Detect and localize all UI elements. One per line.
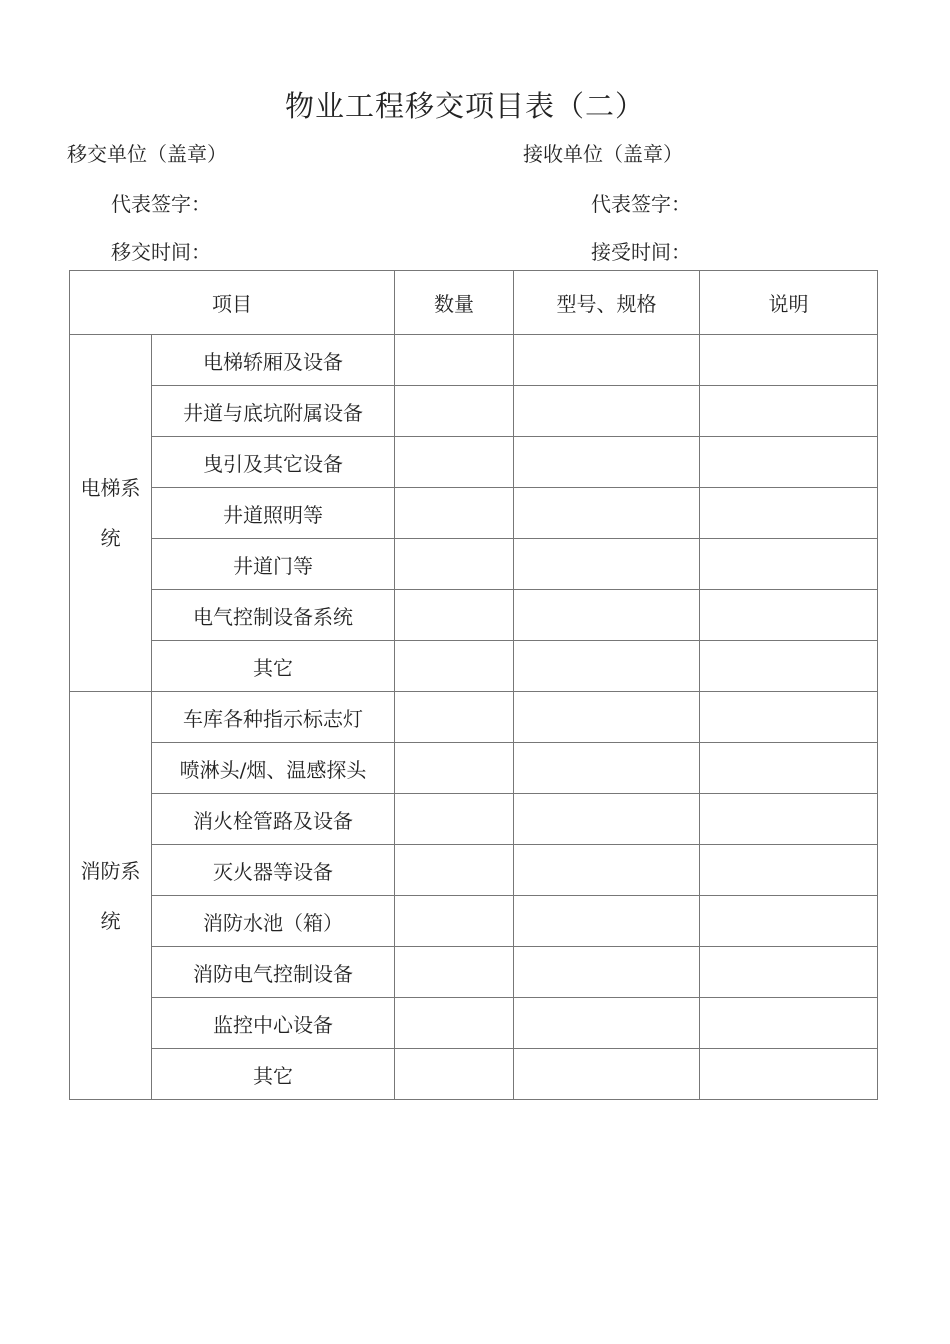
item-name-cell: 监控中心设备 xyxy=(152,998,395,1049)
table-row xyxy=(70,641,878,692)
item-name-cell: 灭火器等设备 xyxy=(152,845,395,896)
model-spec-cell xyxy=(514,692,700,743)
model-spec-cell xyxy=(514,437,700,488)
system-group-label-line1: 消防系 xyxy=(80,858,141,883)
item-name-cell: 消防电气控制设备 xyxy=(152,947,395,998)
item-name-cell: 电梯轿厢及设备 xyxy=(152,335,395,386)
item-name-cell: 曳引及其它设备 xyxy=(152,437,395,488)
item-name-cell: 井道照明等 xyxy=(152,488,395,539)
quantity-cell xyxy=(395,539,514,590)
model-spec-cell xyxy=(514,386,700,437)
remarks-cell xyxy=(700,947,878,998)
remarks-cell xyxy=(700,1049,878,1100)
quantity-cell xyxy=(395,794,514,845)
model-spec-cell xyxy=(514,998,700,1049)
item-name-cell: 其它 xyxy=(152,1049,395,1100)
handover-unit-label: 移交单位（盖章） xyxy=(67,142,227,166)
remarks-cell xyxy=(700,794,878,845)
model-spec-cell xyxy=(514,590,700,641)
remarks-cell xyxy=(700,335,878,386)
quantity-cell xyxy=(395,896,514,947)
table-row xyxy=(70,896,878,947)
remarks-cell xyxy=(700,641,878,692)
model-spec-cell xyxy=(514,641,700,692)
remarks-cell xyxy=(700,896,878,947)
item-name-cell: 消火栓管路及设备 xyxy=(152,794,395,845)
model-spec-cell xyxy=(514,335,700,386)
model-spec-cell xyxy=(514,488,700,539)
table-row xyxy=(70,488,878,539)
remarks-cell xyxy=(700,692,878,743)
quantity-cell xyxy=(395,998,514,1049)
header-item: 项目 xyxy=(70,271,395,335)
quantity-cell xyxy=(395,947,514,998)
item-name-cell: 井道与底坑附属设备 xyxy=(152,386,395,437)
remarks-cell xyxy=(700,590,878,641)
table-header-row xyxy=(70,271,878,335)
remarks-cell xyxy=(700,539,878,590)
model-spec-cell xyxy=(514,539,700,590)
system-group-label xyxy=(70,692,152,1100)
item-name-cell: 其它 xyxy=(152,641,395,692)
item-name-cell: 井道门等 xyxy=(152,539,395,590)
table-row xyxy=(70,335,878,386)
receiving-unit-label: 接收单位（盖章） xyxy=(523,142,683,166)
table-row xyxy=(70,1049,878,1100)
table-row xyxy=(70,539,878,590)
item-name-cell: 消防水池（箱） xyxy=(152,896,395,947)
handover-sign-label: 代表签字： xyxy=(111,192,211,216)
system-group-label xyxy=(70,335,152,692)
table-row xyxy=(70,743,878,794)
receiving-sign-label: 代表签字： xyxy=(591,192,691,216)
table-row xyxy=(70,692,878,743)
table-row xyxy=(70,386,878,437)
model-spec-cell xyxy=(514,845,700,896)
model-spec-cell xyxy=(514,794,700,845)
page-title: 物业工程移交项目表（二） xyxy=(284,89,645,123)
handover-table xyxy=(69,270,878,1100)
remarks-cell xyxy=(700,386,878,437)
system-group-label-line2: 统 xyxy=(100,526,121,550)
header-quantity: 数量 xyxy=(395,271,514,335)
quantity-cell xyxy=(395,641,514,692)
receiving-time-label: 接受时间： xyxy=(591,240,691,264)
quantity-cell xyxy=(395,590,514,641)
model-spec-cell xyxy=(514,947,700,998)
quantity-cell xyxy=(395,335,514,386)
table-row xyxy=(70,947,878,998)
quantity-cell xyxy=(395,743,514,794)
remarks-cell xyxy=(700,437,878,488)
table-row xyxy=(70,590,878,641)
model-spec-cell xyxy=(514,896,700,947)
table-row xyxy=(70,437,878,488)
item-name-cell: 车库各种指示标志灯 xyxy=(152,692,395,743)
quantity-cell xyxy=(395,1049,514,1100)
quantity-cell xyxy=(395,386,514,437)
remarks-cell xyxy=(700,488,878,539)
model-spec-cell xyxy=(514,743,700,794)
item-name-cell: 喷淋头/烟、温感探头 xyxy=(152,743,395,794)
table-row xyxy=(70,845,878,896)
quantity-cell xyxy=(395,437,514,488)
remarks-cell xyxy=(700,998,878,1049)
table-row xyxy=(70,998,878,1049)
model-spec-cell xyxy=(514,1049,700,1100)
quantity-cell xyxy=(395,488,514,539)
header-remarks: 说明 xyxy=(700,271,878,335)
system-group-label-line1: 电梯系 xyxy=(80,476,141,500)
remarks-cell xyxy=(700,743,878,794)
table-row xyxy=(70,794,878,845)
handover-time-label: 移交时间： xyxy=(111,240,211,264)
system-group-label-line2: 统 xyxy=(100,908,121,933)
remarks-cell xyxy=(700,845,878,896)
item-name-cell: 电气控制设备系统 xyxy=(152,590,395,641)
header-model-spec: 型号、规格 xyxy=(514,271,700,335)
quantity-cell xyxy=(395,845,514,896)
quantity-cell xyxy=(395,692,514,743)
